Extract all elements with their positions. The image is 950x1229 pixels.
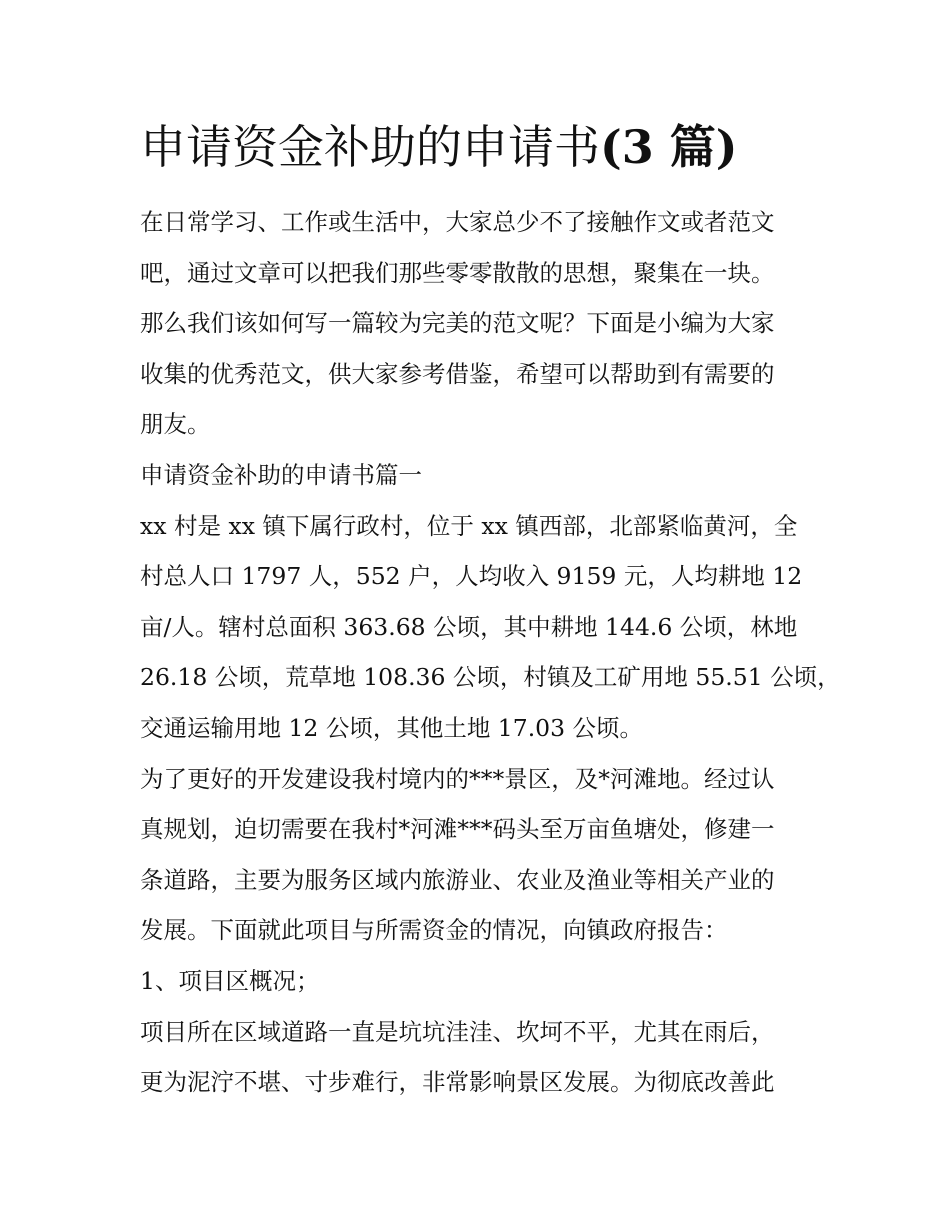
body-line: 收集的优秀范文，供大家参考借鉴，希望可以帮助到有需要的 — [140, 359, 775, 388]
document-body — [140, 197, 841, 1108]
body-line: 更为泥泞不堪、寸步难行，非常影响景区发展。为彻底改善此 — [140, 1068, 775, 1097]
document-title — [140, 116, 840, 178]
body-line: 发展。下面就此项目与所需资金的情况，向镇政府报告： — [140, 916, 728, 945]
section-heading: 申请资金补助的申请书篇一 — [140, 460, 422, 489]
title-main: 申请资金补助的申请书 — [140, 120, 600, 174]
body-line: 26.18 公顷，荒草地 108.36 公顷，村镇及工矿用地 55.51 公顷， — [140, 663, 841, 692]
body-line: 亩/人。辖村总面积 363.68 公顷，其中耕地 144.6 公顷，林地 — [140, 612, 798, 641]
body-line: 在日常学习、工作或生活中，大家总少不了接触作文或者范文 — [140, 208, 775, 236]
body-line: xx 村是 xx 镇下属行政村，位于 xx 镇西部，北部紧临黄河，全 — [140, 511, 798, 540]
body-line: 项目所在区域道路一直是坑坑洼洼、坎坷不平，尤其在雨后， — [140, 1017, 775, 1046]
body-line: 条道路，主要为服务区域内旅游业、农业及渔业等相关产业的 — [140, 865, 775, 894]
body-line: 那么我们该如何写一篇较为完美的范文呢？下面是小编为大家 — [140, 309, 775, 338]
body-line: 为了更好的开发建设我村境内的***景区，及*河滩地。经过认 — [140, 764, 775, 793]
list-item-heading: 1、项目区概况； — [140, 966, 320, 995]
body-line: 吧，通过文章可以把我们那些零零散散的思想，聚集在一块。 — [140, 258, 775, 287]
title-suffix: (3 篇) — [600, 120, 738, 174]
body-line: 朋友。 — [140, 410, 211, 439]
body-line: 交通运输用地 12 公顷，其他土地 17.03 公顷。 — [140, 713, 644, 742]
body-line: 村总人口 1797 人，552 户，人均收入 9159 元，人均耕地 12 — [140, 562, 803, 591]
body-line: 真规划，迫切需要在我村*河滩***码头至万亩鱼塘处，修建一 — [140, 815, 775, 844]
